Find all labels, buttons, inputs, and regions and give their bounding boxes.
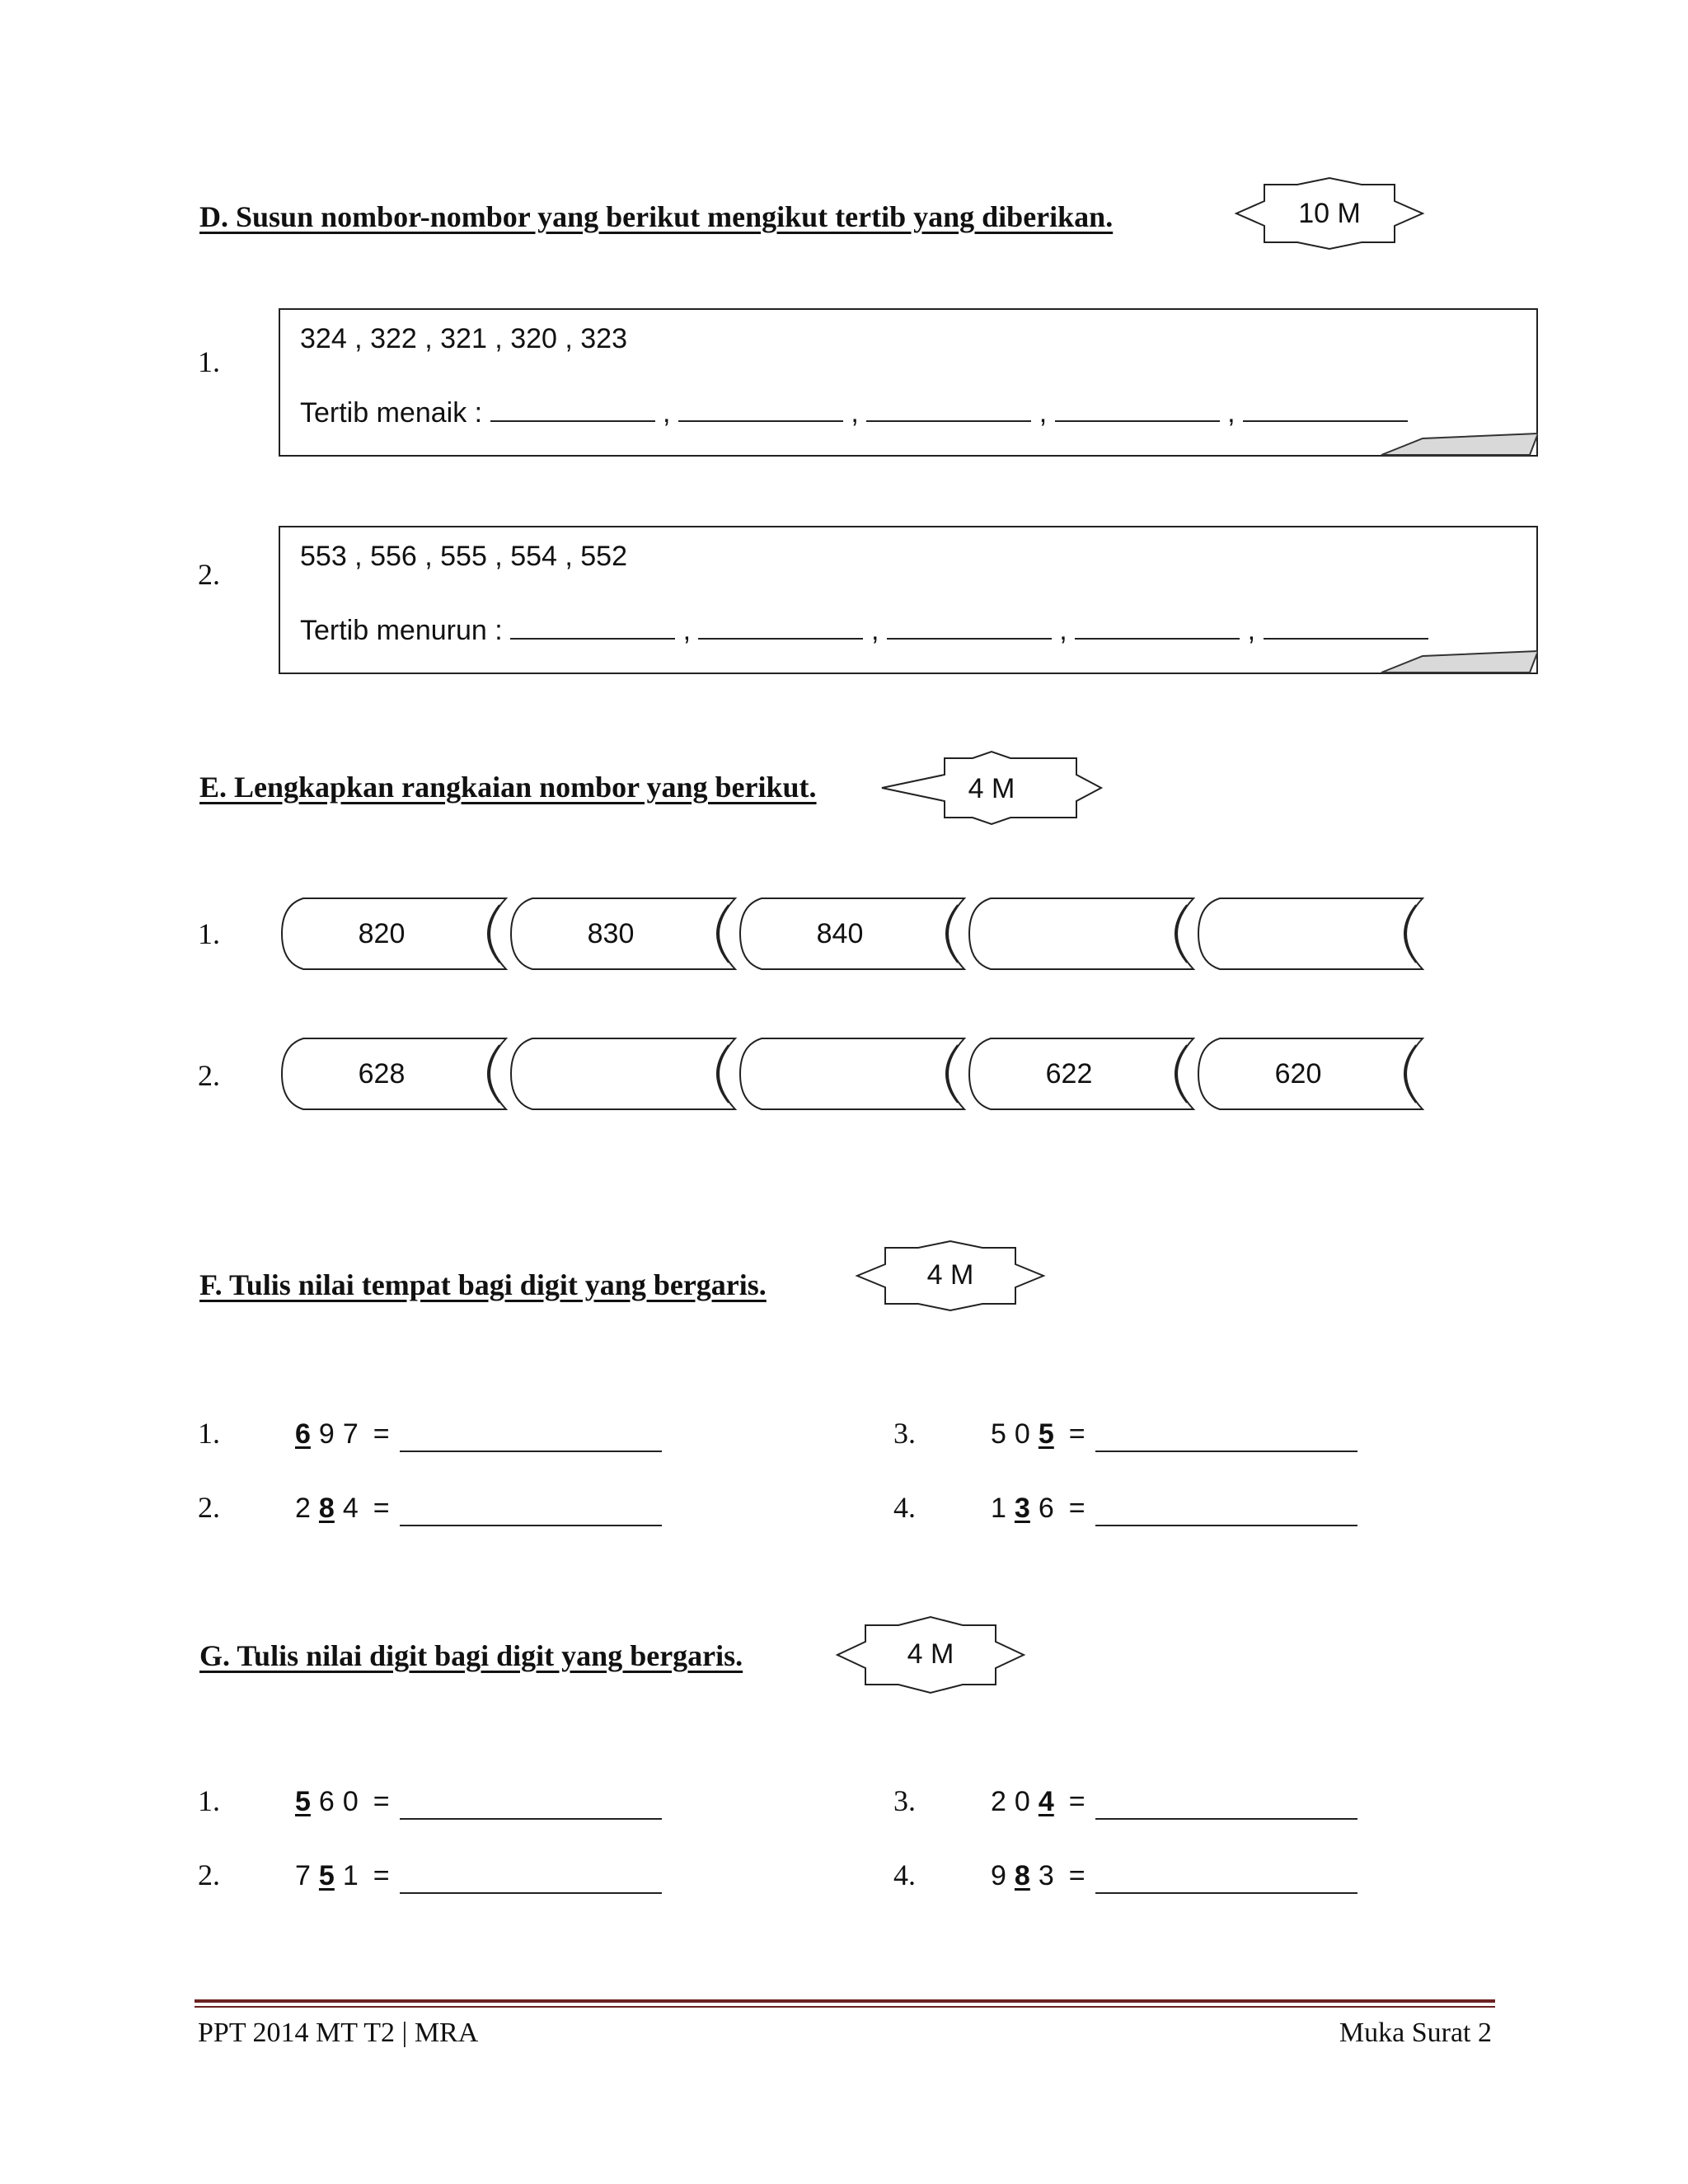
- e-row-1-box-3: 840: [737, 897, 966, 971]
- d-item-2-answer-row: Tertib menurun : , , , ,: [300, 613, 1428, 647]
- equals-sign: =: [373, 1786, 390, 1817]
- e-row-1-number: 1.: [198, 917, 220, 950]
- answer-line[interactable]: [400, 1786, 662, 1820]
- equals-sign: =: [1068, 1786, 1085, 1817]
- digit: 0: [1014, 1786, 1030, 1817]
- equals-sign: =: [373, 1493, 390, 1524]
- g-item-2-number: 2.: [198, 1858, 220, 1891]
- underlined-digit: 4: [1038, 1786, 1054, 1817]
- digit: 7: [295, 1860, 311, 1891]
- section-g-heading: G. Tulis nilai digit bagi digit yang bergaris.: [199, 1639, 743, 1672]
- page-curl-icon: [1373, 649, 1538, 674]
- d-item-1-number: 1.: [198, 345, 220, 378]
- equals-sign: =: [373, 1860, 390, 1891]
- equals-sign: =: [373, 1418, 390, 1450]
- answer-line[interactable]: [400, 1860, 662, 1894]
- d-item-1-blank-1[interactable]: [490, 396, 655, 422]
- digit: 1: [342, 1860, 359, 1891]
- marks-badge-g: 4 M: [834, 1615, 1027, 1694]
- answer-line[interactable]: [1095, 1860, 1357, 1894]
- e-row-2-box-2[interactable]: [508, 1037, 737, 1111]
- digit: 0: [342, 1786, 359, 1817]
- digit: 2: [295, 1493, 311, 1524]
- equals-sign: =: [1068, 1860, 1085, 1891]
- marks-badge-e: 4 M: [879, 750, 1104, 826]
- equals-sign: =: [1068, 1493, 1085, 1524]
- digit: 6: [318, 1786, 335, 1817]
- section-d-heading: D. Susun nombor-nombor yang berikut mengikut tertib yang diberikan.: [199, 200, 1114, 233]
- g-item-4-number: 4.: [893, 1858, 916, 1891]
- d-item-2-blank-4[interactable]: [1075, 613, 1240, 640]
- f-item-4: [893, 1490, 1357, 1526]
- e-row-1-box-2: 830: [508, 897, 737, 971]
- d-item-1-blank-2[interactable]: [678, 396, 843, 422]
- answer-line[interactable]: [1095, 1493, 1357, 1526]
- g-item-3-number: 3.: [893, 1784, 916, 1817]
- e-row-2-box-5: 620: [1195, 1037, 1424, 1111]
- d-item-1-answer-row: Tertib menaik : , , , ,: [300, 396, 1408, 429]
- underlined-digit: 5: [295, 1786, 311, 1817]
- d-item-2-numbers: 553 , 556 , 555 , 554 , 552: [300, 541, 627, 572]
- answer-line[interactable]: [400, 1418, 662, 1452]
- answer-line[interactable]: [1095, 1418, 1357, 1452]
- g-item-4: [893, 1858, 1357, 1894]
- footer-rule: [195, 1999, 1495, 2008]
- underlined-digit: 5: [1038, 1418, 1054, 1450]
- f-item-3-number: 3.: [893, 1417, 916, 1450]
- digit: 6: [1038, 1493, 1054, 1524]
- digit: 9: [318, 1418, 335, 1450]
- digit: 9: [991, 1860, 1006, 1891]
- f-item-2: [198, 1490, 662, 1526]
- d-item-2-number: 2.: [198, 558, 220, 591]
- underlined-digit: 5: [318, 1860, 335, 1891]
- page-curl-icon: [1373, 432, 1538, 457]
- footer-left: PPT 2014 MT T2 | MRA: [198, 2018, 479, 2048]
- f-item-1-number: 1.: [198, 1417, 220, 1450]
- digit: 4: [342, 1493, 359, 1524]
- f-item-2-number: 2.: [198, 1491, 220, 1524]
- underlined-digit: 8: [318, 1493, 335, 1524]
- f-item-1: [198, 1416, 662, 1452]
- f-item-3: [893, 1416, 1357, 1452]
- e-row-2-number: 2.: [198, 1059, 220, 1092]
- d-item-2-blank-5[interactable]: [1264, 613, 1428, 640]
- digit: 0: [1014, 1418, 1030, 1450]
- equals-sign: =: [1068, 1418, 1085, 1450]
- footer-right: Muka Surat 2: [1339, 2018, 1492, 2048]
- answer-line[interactable]: [400, 1493, 662, 1526]
- d-item-2-blank-1[interactable]: [510, 613, 675, 640]
- marks-badge-f: 4 M: [854, 1240, 1047, 1312]
- d-item-1-blank-3[interactable]: [866, 396, 1031, 422]
- digit: 7: [342, 1418, 359, 1450]
- marks-badge-d: 10 M: [1233, 176, 1426, 251]
- d-item-1-label: Tertib menaik :: [300, 397, 483, 429]
- d-item-2-blank-2[interactable]: [698, 613, 863, 640]
- e-row-2-box-4: 622: [966, 1037, 1195, 1111]
- g-item-2: [198, 1858, 662, 1894]
- d-item-1-numbers: 324 , 322 , 321 , 320 , 323: [300, 323, 627, 354]
- section-e-heading: E. Lengkapkan rangkaian nombor yang berikut.: [199, 771, 817, 804]
- digit: 3: [1038, 1860, 1054, 1891]
- answer-line[interactable]: [1095, 1786, 1357, 1820]
- underlined-digit: 8: [1014, 1860, 1030, 1891]
- d-item-1-blank-5[interactable]: [1243, 396, 1408, 422]
- e-row-1-box-1: 820: [279, 897, 508, 971]
- digit: 5: [991, 1418, 1006, 1450]
- digit: 1: [991, 1493, 1006, 1524]
- section-f-heading: F. Tulis nilai tempat bagi digit yang bergaris.: [199, 1268, 767, 1301]
- d-item-2-blank-3[interactable]: [887, 613, 1052, 640]
- d-item-1-card: [279, 308, 1538, 457]
- e-row-1-box-4[interactable]: [966, 897, 1195, 971]
- f-item-4-number: 4.: [893, 1491, 916, 1524]
- underlined-digit: 6: [295, 1418, 311, 1450]
- d-item-2-label: Tertib menurun :: [300, 615, 503, 646]
- d-item-1-blank-4[interactable]: [1055, 396, 1220, 422]
- digit: 2: [991, 1786, 1006, 1817]
- e-row-2-box-3[interactable]: [737, 1037, 966, 1111]
- d-item-2-card: [279, 526, 1538, 674]
- underlined-digit: 3: [1014, 1493, 1030, 1524]
- g-item-1: [198, 1783, 662, 1820]
- g-item-1-number: 1.: [198, 1784, 220, 1817]
- e-row-2-box-1: 628: [279, 1037, 508, 1111]
- g-item-3: [893, 1783, 1357, 1820]
- e-row-1-box-5[interactable]: [1195, 897, 1424, 971]
